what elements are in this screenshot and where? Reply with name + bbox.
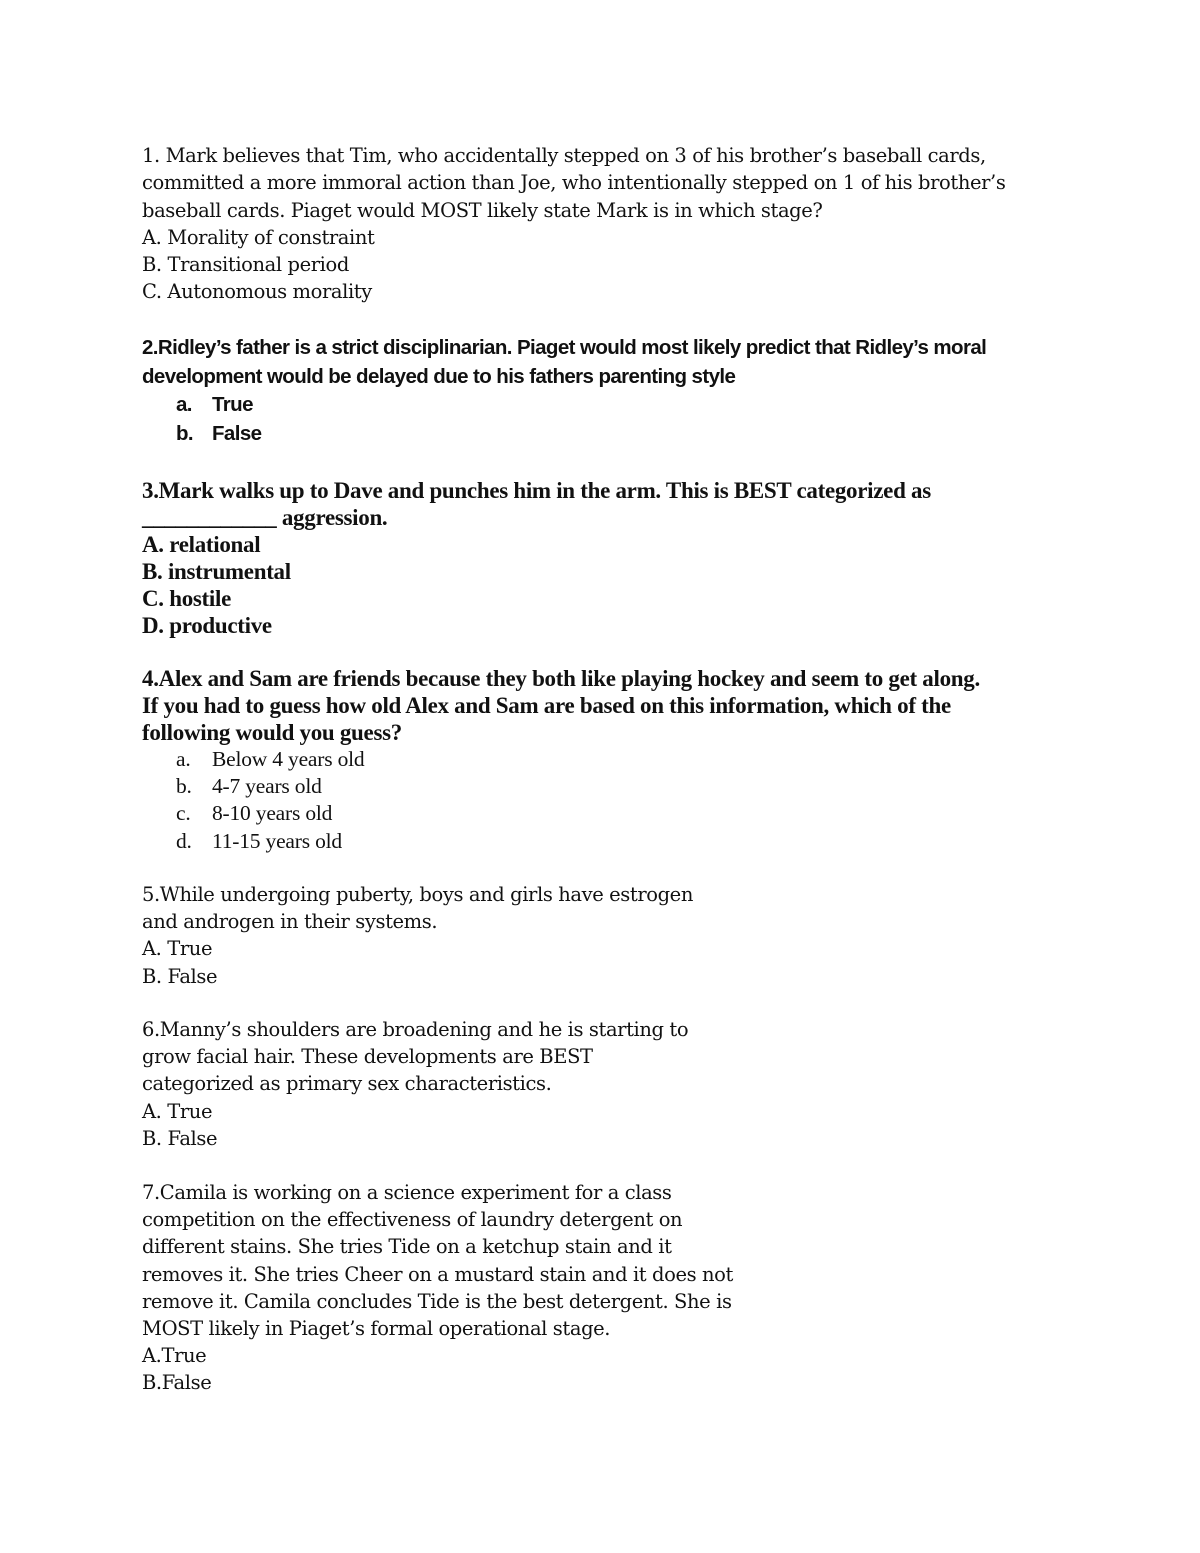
- question-7-stem-line: 7.Camila is working on a science experiment for a class: [142, 1181, 672, 1204]
- question-2: [142, 334, 1102, 448]
- option-letter: a.: [176, 747, 191, 771]
- question-7-option: A.True: [142, 1344, 207, 1368]
- question-6-option: B. False: [142, 1126, 218, 1150]
- question-1-option: A. Morality of constraint: [142, 225, 375, 249]
- question-4-option: [142, 773, 1102, 800]
- question-3-stem-line: 3.Mark walks up to Dave and punches him in the arm. This is BEST categorized as: [142, 478, 931, 503]
- question-6-stem-line: 6.Manny’s shoulders are broadening and he is starting to: [142, 1018, 689, 1041]
- question-3-option: A. relational: [142, 532, 261, 557]
- question-5-option: A. True: [142, 937, 213, 961]
- question-4-option: [142, 828, 1102, 855]
- option-text: 8-10 years old: [212, 801, 333, 826]
- question-4-option: [142, 800, 1102, 827]
- option-text: False: [212, 421, 262, 445]
- question-3: [142, 477, 1102, 639]
- question-4-stem-line: following would you guess?: [142, 720, 402, 745]
- question-5: [142, 881, 1102, 990]
- option-letter: a.: [176, 393, 192, 416]
- question-5-stem-line: and androgen in their systems.: [142, 910, 438, 934]
- option-text: True: [212, 393, 253, 416]
- question-6: [142, 1016, 1102, 1152]
- question-5-option: B. False: [142, 964, 218, 988]
- question-7-stem-line: removes it. She tries Cheer on a mustard stain and it does not: [142, 1262, 733, 1286]
- question-2-stem-line: 2.Ridley’s father is a strict disciplinarian. Piaget would most likely predict that Ridley’s moral: [142, 336, 987, 359]
- option-letter: d.: [176, 828, 192, 853]
- question-1-stem-line: committed a more immoral action than Joe, who intentionally stepped on 1 of his brother’s: [142, 171, 1006, 195]
- question-1-stem-line: baseball cards. Piaget would MOST likely state Mark is in which stage?: [142, 198, 823, 222]
- question-3-stem-line: ____________ aggression.: [142, 505, 388, 530]
- question-3-option: B. instrumental: [142, 559, 291, 584]
- question-7-stem-line: MOST likely in Piaget’s formal operational stage.: [142, 1317, 611, 1341]
- question-7-stem-line: remove it. Camila concludes Tide is the best detergent. She is: [142, 1289, 732, 1313]
- question-2-option: [142, 420, 1102, 449]
- question-7-stem-line: different stains. She tries Tide on a ketchup stain and it: [142, 1235, 672, 1259]
- option-letter: c.: [176, 801, 191, 826]
- question-4: [142, 665, 1102, 746]
- question-2-stem-line: development would be delayed due to his fathers parenting style: [142, 364, 736, 388]
- question-3-option: D. productive: [142, 613, 272, 638]
- question-7: [142, 1179, 1102, 1397]
- option-letter: b.: [176, 421, 194, 445]
- option-letter: b.: [176, 774, 192, 799]
- question-6-stem-line: grow facial hair. These developments are BEST: [142, 1045, 593, 1069]
- question-1: [142, 142, 1102, 306]
- question-1-option: B. Transitional period: [142, 253, 349, 277]
- question-7-option: B.False: [142, 1371, 212, 1395]
- question-3-option: C. hostile: [142, 586, 232, 611]
- question-2-option: [142, 391, 1102, 420]
- question-6-option: A. True: [142, 1099, 213, 1123]
- question-1-option: C. Autonomous morality: [142, 280, 372, 304]
- question-4-stem-line: If you had to guess how old Alex and Sam are based on this information, which of the: [142, 693, 951, 718]
- question-7-stem-line: competition on the effectiveness of laundry detergent on: [142, 1208, 683, 1232]
- option-text: 11-15 years old: [212, 828, 342, 853]
- question-4-options: [142, 746, 1102, 855]
- question-5-stem-line: 5.While undergoing puberty, boys and girls have estrogen: [142, 883, 693, 906]
- question-4-stem-line: 4.Alex and Sam are friends because they both like playing hockey and seem to get along.: [142, 666, 980, 691]
- option-text: Below 4 years old: [212, 747, 365, 771]
- question-6-stem-line: categorized as primary sex characteristics.: [142, 1072, 552, 1096]
- option-text: 4-7 years old: [212, 774, 322, 799]
- question-1-stem-line: 1. Mark believes that Tim, who accidentally stepped on 3 of his brother’s baseball cards,: [142, 144, 986, 167]
- question-4-option: [142, 746, 1102, 773]
